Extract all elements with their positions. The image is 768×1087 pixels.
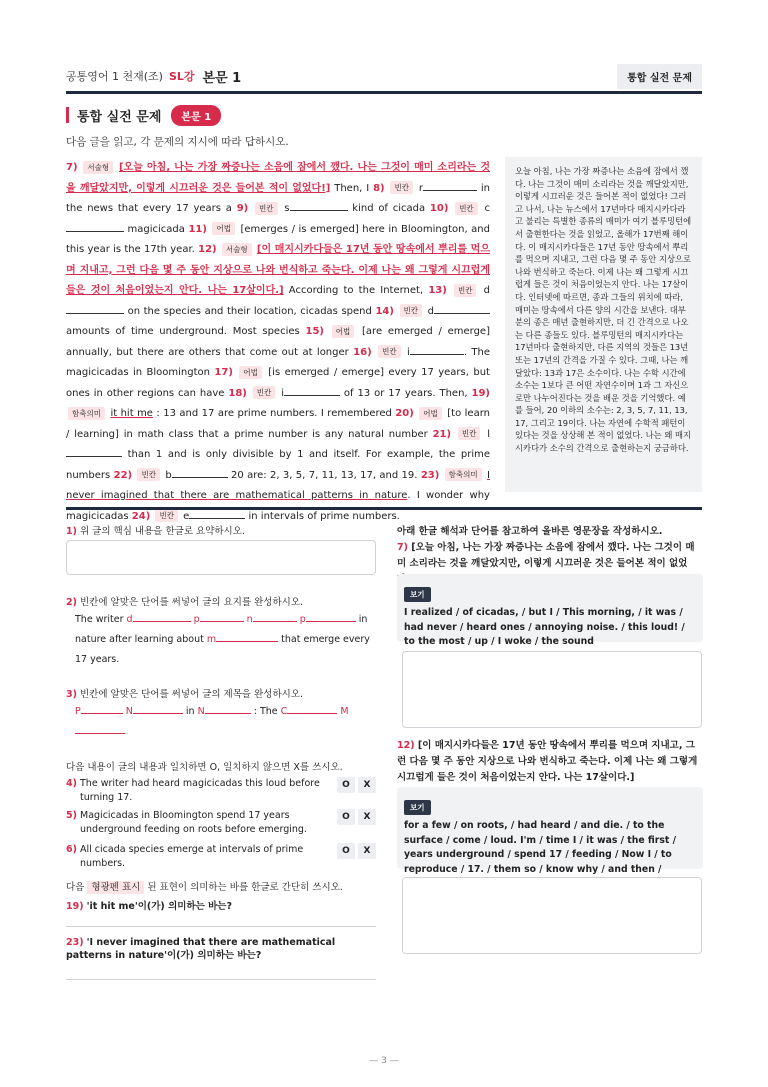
q3-num: 3) xyxy=(66,689,77,700)
q8-chip: 빈칸 xyxy=(390,181,413,194)
tf-row xyxy=(66,777,376,805)
q2-fill xyxy=(75,610,370,670)
rq12-words: for a few / on roots, / had heard / and die. / to the surface / come / loud. I'm / time I / it was / the first / years underground / spend 17 / feeding / Now I / to reproduce / 17. / them so / know why / and then / xyxy=(404,820,676,875)
tf-instruction: 다음 내용이 글의 내용과 일치하면 O, 일치하지 않으면 X를 쓰시오. xyxy=(66,762,343,773)
q22-num: 22) xyxy=(113,469,133,481)
q11-options: [emerges / is emerged] xyxy=(240,223,359,235)
q17-chip: 어법 xyxy=(239,366,262,379)
q2-blank[interactable] xyxy=(253,611,297,622)
q14-blank[interactable] xyxy=(434,302,490,314)
q7-korean: [오늘 아침, 나는 가장 짜증나는 소음에 잠에서 깼다. 나는 그것이 매미 소리라는 것을 깨달았지만, 이렇게 시끄러운 것은 들어본 적이 없었다!] xyxy=(66,162,490,194)
q23-num: 23) xyxy=(66,937,84,948)
bogi-tag: 보기 xyxy=(404,587,431,602)
q23-chip: 함축의미 xyxy=(445,468,482,481)
tf-row xyxy=(66,843,376,871)
q2-blank[interactable] xyxy=(306,611,356,622)
q8-num: 8) xyxy=(373,182,385,194)
section-pill: 본문 1 xyxy=(171,105,221,126)
q20-num: 20) xyxy=(395,408,414,419)
passage-text: every 17 years, but ones in other regions can have xyxy=(66,367,490,399)
q2-text: The writer xyxy=(75,614,124,625)
q3-text: 빈칸에 알맞은 단어를 써넣어 글의 제목을 완성하시오. xyxy=(79,689,304,700)
passage-text: . I wonder why magicicadas xyxy=(66,490,490,522)
q3-blank[interactable] xyxy=(205,703,251,714)
section-accent-bar xyxy=(66,107,69,123)
q2-text: 빈칸에 알맞은 단어를 써넣어 글의 요지를 완성하시오. xyxy=(79,597,304,608)
q9-num: 9) xyxy=(236,203,249,214)
q12-num: 12) xyxy=(198,244,217,255)
q23-num: 23) xyxy=(420,469,440,481)
q19-chip: 함축의미 xyxy=(68,407,105,420)
q2-letter: p xyxy=(299,614,306,625)
q14-letter: d xyxy=(427,305,434,317)
q17-options: [is emerged / emerge] xyxy=(268,367,384,378)
hl-text: 다음 xyxy=(66,882,85,893)
q2-letter: d xyxy=(126,614,133,625)
q2-blank[interactable] xyxy=(133,611,191,622)
passage-text: than 1 and is only divisible by 1 and itself. For example, the prime numbers xyxy=(66,449,490,481)
passage-text: of 13 or 17 years. Then, xyxy=(343,387,468,399)
q14-chip: 빈칸 xyxy=(400,304,423,317)
q3-letter: N xyxy=(197,706,205,717)
q20-options: [to learn / learning] xyxy=(66,408,490,440)
q17-num: 17) xyxy=(214,367,233,378)
q23-prompt xyxy=(66,936,376,962)
q23-phrase: I never imagined that there are mathematical patterns in nature xyxy=(66,469,490,501)
q2-blank[interactable] xyxy=(200,611,244,622)
sl-label: SL강 xyxy=(168,70,195,83)
passage-text: magicicada xyxy=(127,223,185,235)
passage-text: here in Bloomington, and this year is the 17th year. xyxy=(66,223,490,255)
q15-num: 15) xyxy=(305,326,324,337)
q20-chip: 어법 xyxy=(419,407,442,420)
q16-blank[interactable] xyxy=(410,343,464,355)
rq12-bogi xyxy=(397,787,703,875)
q1-num: 1) xyxy=(66,526,77,537)
q15-chip: 어법 xyxy=(332,325,355,338)
x-button[interactable]: X xyxy=(358,777,376,793)
page-number: — 3 — xyxy=(369,1056,399,1066)
rq7-bogi xyxy=(397,574,703,647)
q19-text: 'it hit me'이(가) 의미하는 바는? xyxy=(86,901,232,912)
q19-prompt xyxy=(66,898,232,912)
q6-num: 6) xyxy=(66,844,77,855)
passage-text: in intervals of prime numbers. xyxy=(248,510,400,522)
q22-chip: 빈칸 xyxy=(137,468,160,481)
passage-text: kind of cicada xyxy=(352,203,426,214)
rq12-text: [이 매지시카다들은 17년 동안 땅속에서 뿌리를 먹으며 지내고, 그런 다음 몇 주 동안 지상으로 나와 번식하고 죽는다. 이제 나는 왜 그렇게 시끄럽게 들은 것이 처음이었는지 안다. 나는 17살이다.] xyxy=(397,740,698,783)
q23-text: 'I never imagined that there are mathematical patterns in nature'이(가) 의미하는 바는? xyxy=(66,937,336,961)
passage-text: annually, but there are others that come out at longer xyxy=(66,346,349,358)
section-instruction: 다음 글을 읽고, 각 문제의 지시에 따라 답하시오. xyxy=(66,136,289,148)
q5-text: Magicicadas in Bloomington spend 17 years underground feeding on roots before emerging. xyxy=(80,810,307,835)
q18-chip: 빈칸 xyxy=(253,386,276,399)
rq7-words: I realized / of cicadas, / but I / This morning, / it was / had never / heard ones / annoying noise. / this loud! / to the most / up / I woke / the sound xyxy=(404,607,685,647)
q11-num: 11) xyxy=(188,223,207,235)
middle-divider xyxy=(66,507,702,510)
q18-letter: i xyxy=(281,387,284,399)
q21-letter: l xyxy=(487,428,490,440)
rq7-text: [오늘 아침, 나는 가장 짜증나는 소음에 잠에서 깼다. 나는 그것이 매미 소리라는 것을 깨달았지만, 이렇게 시끄러운 것은 들어본 적이 없었 xyxy=(397,542,695,569)
q12-korean: [이 매지시카다들은 17년 동안 땅속에서 뿌리를 먹으며 지내고, 그런 다음 몇 주 동안 지상으로 나와 번식하고 죽는다. 이제 나는 왜 그렇게 시끄럽게 들은 것이 처음이었는지 안다. 나는 17살이다.] xyxy=(66,244,490,296)
x-button[interactable]: X xyxy=(358,843,376,859)
q6-text: All cicada species emerge at intervals of prime numbers. xyxy=(80,844,304,869)
rq7-answer-box[interactable] xyxy=(402,651,702,728)
section-title-text: 통합 실전 문제 xyxy=(77,109,162,125)
q19-num: 19) xyxy=(66,901,84,912)
q13-chip: 빈칸 xyxy=(454,284,477,297)
q24-chip: 빈칸 xyxy=(155,509,178,522)
rq12-prompt xyxy=(397,738,703,786)
q18-num: 18) xyxy=(228,387,247,399)
q13-letter: d xyxy=(483,285,491,296)
q9-blank[interactable] xyxy=(290,199,348,211)
q3-blank[interactable] xyxy=(133,703,183,714)
passage-text: 20 are: 2, 3, 5, 7, 11, 13, 17, and 19. xyxy=(231,469,418,481)
passage-text: Then, I xyxy=(334,182,370,194)
rq12-num: 12) xyxy=(397,740,415,751)
o-button[interactable]: O xyxy=(337,809,355,825)
q10-num: 10) xyxy=(429,203,449,214)
q13-num: 13) xyxy=(428,285,447,296)
q23-answer-line[interactable] xyxy=(66,979,376,980)
course-name: 공통영어 1 천재(조) xyxy=(66,70,163,83)
q10-blank[interactable] xyxy=(66,220,124,232)
q7-chip: 서술형 xyxy=(83,161,113,174)
q9-chip: 빈칸 xyxy=(255,202,278,215)
q1-answer-box[interactable] xyxy=(66,540,376,575)
q2-letter: p xyxy=(193,614,200,625)
page-header xyxy=(66,62,702,90)
q3-text: : The xyxy=(253,706,278,717)
translation-box: 오늘 아침, 나는 가장 짜증나는 소음에 잠에서 깼다. 나는 그것이 매미 소리라는 것을 깨달았지만, 이렇게 시끄러운 것은 들어본 적이 없었다! 그러고 나서, 나는 뉴스에서 17년마다 매지시카다라고 불리는 특별한 종류의 매미가 여기 블루밍턴에서 출현한다는 것을 읽었고, 올해가 17번째 해이다. 이 매지시카다들은 17년 동안 땅속에서 뿌리를 먹으며 지내고, 그런 다음 몇 주 동안 지상으로 나와 번식하고 죽는다. 이제 나는 왜 그렇게 시끄럽게 들은 것이 처음이었는지 안다. 나는 17살이다. 인터넷에 따르면, 종과 그들의 위치에 따라, 매미는 땅속에서 다른 양의 시간을 보낸다. 대부분의 종은 매년 출현하지만, 더 긴 간격으로 나오는 다른 종들도 있다. 블루밍턴의 매지시카다는 17년마다 출현하지만, 다른 지역의 것들은 13년 또는 17년의 간격을 가질 수 있다. 그때, 나는 깨달았다: 13과 17은 소수이다. 나는 수학 시간에 소수는 1보다 큰 어떤 자연수이며 1과 그 자신으로만 나누어진다는 것을 배운 것을 기억했다. 예를 들어, 20 이하의 소수는: 2, 3, 5, 7, 11, 13, 17, 그리고 19이다. 나는 자연에 수학적 패턴이 있다는 것을 상상해 본 적이 없었다. 나는 왜 매지시카다가 소수의 간격으로 출현하는지 궁금하다. xyxy=(505,157,702,492)
q10-letter: c xyxy=(484,203,490,214)
q21-blank[interactable] xyxy=(66,445,122,457)
q8-blank[interactable] xyxy=(423,179,477,191)
passage-text: According to the Internet, xyxy=(288,285,424,296)
section-title xyxy=(66,106,221,124)
q2-prompt xyxy=(66,594,303,608)
passage-text: . The magicicadas in Bloomington xyxy=(66,346,490,378)
q10-chip: 빈칸 xyxy=(455,202,478,215)
q16-letter: i xyxy=(407,346,410,358)
passage-text: in the news that every 17 years a xyxy=(66,182,490,214)
tf-row xyxy=(66,809,376,837)
o-button[interactable]: O xyxy=(337,843,355,859)
q21-num: 21) xyxy=(432,428,452,440)
q1-text: 위 글의 핵심 내용을 한글로 요약하시오. xyxy=(79,526,245,537)
q19-phrase: it hit me xyxy=(110,408,153,419)
q13-blank[interactable] xyxy=(66,302,124,314)
q1-prompt xyxy=(66,523,245,537)
bogi-tag: 보기 xyxy=(404,800,431,815)
q8-letter: r xyxy=(418,182,423,194)
q2-text: in xyxy=(358,614,368,625)
rq7-num: 7) xyxy=(397,542,408,553)
q2-letter: m xyxy=(206,634,217,645)
q11-chip: 어법 xyxy=(212,222,235,235)
q3-blank[interactable] xyxy=(287,703,337,714)
q22-blank[interactable] xyxy=(172,466,228,478)
passage xyxy=(66,158,490,527)
hl-mark: 형광펜 표시 xyxy=(87,881,144,894)
q2-letter: n xyxy=(246,614,253,625)
q24-letter: e xyxy=(183,510,190,522)
q3-letter: N xyxy=(125,706,133,717)
right-instruction: 아래 한글 해석과 단어를 참고하여 올바른 영문장을 작성하시오. xyxy=(397,526,663,537)
hl-text: 된 표현이 의미하는 바를 한글로 간단히 쓰시오. xyxy=(147,882,343,893)
q3-letter: P xyxy=(75,706,81,717)
q2-num: 2) xyxy=(66,597,77,608)
q14-num: 14) xyxy=(375,305,394,317)
q7-num: 7) xyxy=(66,162,78,173)
q19-num: 19) xyxy=(471,387,491,399)
passage-text: in math class that a prime number is any natural number xyxy=(123,428,428,440)
q3-fill xyxy=(75,702,370,742)
q16-num: 16) xyxy=(353,346,372,358)
q9-letter: s xyxy=(284,203,290,214)
highlight-instruction xyxy=(66,879,343,893)
passage-text: : 13 and 17 are prime numbers. I remembered xyxy=(156,408,392,419)
q18-blank[interactable] xyxy=(284,384,340,396)
q3-blank[interactable] xyxy=(75,723,125,734)
q22-letter: b xyxy=(165,469,172,481)
q19-answer-line[interactable] xyxy=(66,926,376,927)
o-button[interactable]: O xyxy=(337,777,355,793)
q24-num: 24) xyxy=(131,510,151,522)
q3-letter: C xyxy=(280,706,288,717)
q3-letter: M xyxy=(340,706,349,717)
q2-blank[interactable] xyxy=(216,631,278,642)
q16-chip: 빈칸 xyxy=(378,345,401,358)
q3-blank[interactable] xyxy=(81,703,123,714)
passage-text: amounts of time underground. Most species xyxy=(66,326,300,337)
q12-chip: 서술형 xyxy=(222,243,252,256)
rq12-answer-box[interactable] xyxy=(402,877,702,954)
q3-text: in xyxy=(185,706,195,717)
q3-prompt xyxy=(66,686,303,700)
q2-text: that emerge every 17 years. xyxy=(75,634,370,665)
q4-text: The writer had heard magicicadas this loud before turning 17. xyxy=(80,778,320,803)
q15-options: [are emerged / emerge] xyxy=(362,326,490,337)
q21-chip: 빈칸 xyxy=(458,427,481,440)
header-tag: 통합 실전 문제 xyxy=(617,64,702,89)
q2-text: nature after learning about xyxy=(75,634,204,645)
q5-num: 5) xyxy=(66,810,77,821)
header-divider xyxy=(66,91,702,94)
x-button[interactable]: X xyxy=(358,809,376,825)
lesson-title: 본문 1 xyxy=(202,70,242,86)
passage-text: on the species and their location, cicadas spend xyxy=(127,305,372,317)
q4-num: 4) xyxy=(66,778,77,789)
